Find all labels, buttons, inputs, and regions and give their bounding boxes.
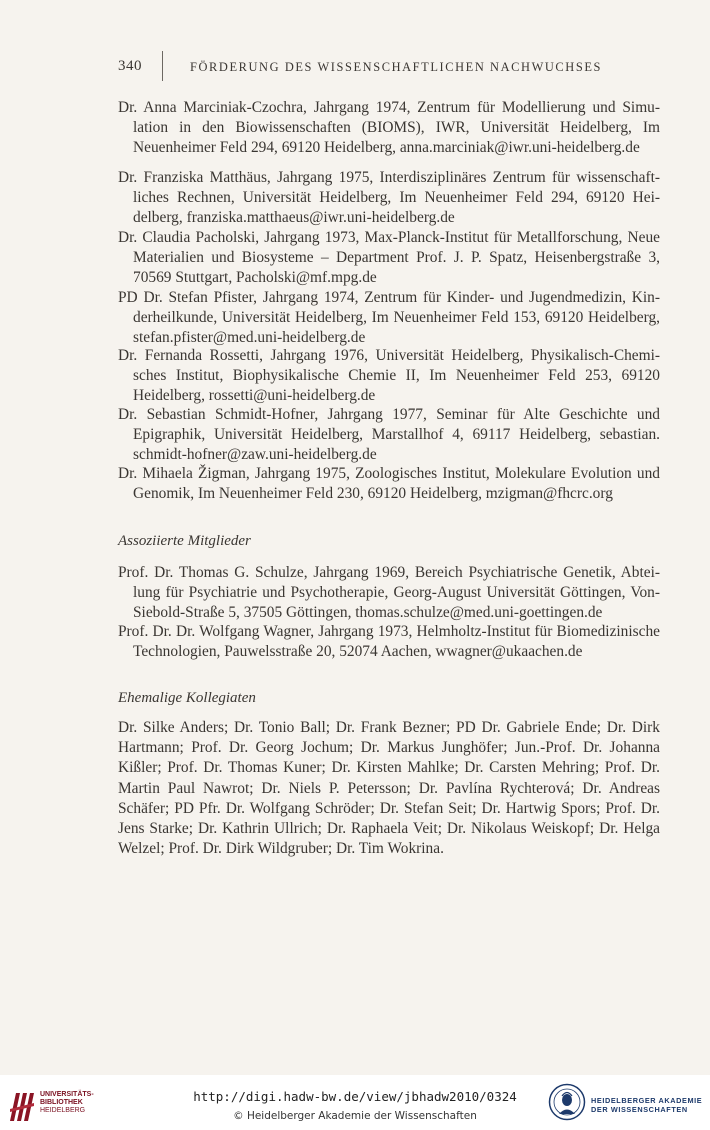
academy-seal-icon <box>548 1083 586 1121</box>
associated-entry: Prof. Dr. Thomas G. Schulze, Jahrgang 1969, Bereich Psychiatrische Genetik, Abteilung für Psychiatrie und Psychotherapie, Georg-August Universität Göttingen, Von-Siebold-Straße 5, 37505 Göttingen, thomas.schulze@med.uni-goettingen.de <box>118 564 660 621</box>
section-heading-associated: Assoziierte Mitglieder <box>118 533 251 549</box>
footer-bar <box>0 1075 710 1130</box>
member-entry: Dr. Claudia Pacholski, Jahrgang 1973, Max-Planck-Institut für Metallforschung, Neue Materialien und Biosysteme – Department Prof. J. P. Spatz, Heisenbergstraße 3, 70569 Stuttgart, Pacholski@mf.mpg.de <box>118 229 660 286</box>
page-header <box>118 58 658 82</box>
running-title: FÖRDERUNG DES WISSENSCHAFTLICHEN NACHWUCHSES <box>190 60 602 74</box>
associated-entry: Prof. Dr. Dr. Wolfgang Wagner, Jahrgang 1973, Helmholtz-Institut für Biomedizinische Technologien, Pauwelsstraße 20, 52074 Aachen, wwagner@ukaachen.de <box>118 623 660 660</box>
page-number: 340 <box>118 58 142 74</box>
former-members-list: Dr. Silke Anders; Dr. Tonio Ball; Dr. Frank Bezner; PD Dr. Gabriele Ende; Dr. Dirk Hartmann; Prof. Dr. Georg Jochum; Dr. Markus Junghöfer; Jun.-Prof. Dr. Johanna Kißler; Prof. Dr. Thomas Kuner; Dr. Kirsten Mahlke; Dr. Carsten Mehring; Prof. Dr. Martin Paul Nawrot; Dr. Niels P. Petersson; Dr. Pavlína Rychterová; Dr. Andreas Schäfer; PD Pfr. Dr. Wolfgang Schröder; Dr. Stefan Seit; Dr. Hartwig Spors; Prof. Dr. Jens Starke; Dr. Kathrin Ullrich; Dr. Raphaela Veit; Dr. Nikolaus Weiskopf; Dr. Helga Welzel; Prof. Dr. Dirk Wildgruber; Dr. Tim Wokrina. <box>118 719 660 858</box>
member-entry: Dr. Sebastian Schmidt-Hofner, Jahrgang 1977, Seminar für Alte Geschichte und Epigraphik, Universität Heidelberg, Marstallhof 4, 69117 Heidelberg, sebastian.​schmidt-hofner@zaw.uni-heidelberg.de <box>118 406 660 463</box>
section-heading-former: Ehemalige Kollegiaten <box>118 690 256 706</box>
member-entry: PD Dr. Stefan Pfister, Jahrgang 1974, Zentrum für Kinder- und Jugendmedizin, Kinderheilkunde, Universität Heidelberg, Im Neuenheimer Feld 153, 69120 Heidelberg, stefan.pfister@med.uni-heidelberg.de <box>118 289 660 346</box>
member-entry: Dr. Mihaela Žigman, Jahrgang 1975, Zoologisches Institut, Molekulare Evolution und Genomik, Im Neuenheimer Feld 230, 69120 Heidelberg, mzigman@fhcrc.org <box>118 465 660 502</box>
academy-logo-text: HEIDELBERGER AKADEMIE DER WISSENSCHAFTEN <box>591 1096 703 1114</box>
academy-logo[interactable] <box>548 1083 708 1123</box>
library-logo-text: UNIVERSITÄTS- BIBLIOTHEK HEIDELBERG <box>40 1091 94 1114</box>
member-entry: Dr. Fernanda Rossetti, Jahrgang 1976, Universität Heidelberg, Physikalisch-Chemisches Institut, Biophysikalische Chemie II, Im Neuenheimer Feld 253, 69120 Heidelberg, rossetti@uni-heidelberg.de <box>118 347 660 404</box>
permalink[interactable]: http://digi.hadw-bw.de/view/jbhadw2010/0324 <box>193 1089 517 1104</box>
header-divider <box>162 51 163 81</box>
member-entry: Dr. Franziska Matthäus, Jahrgang 1975, Interdisziplinäres Zentrum für wissenschaftliches Rechnen, Universität Heidelberg, Im Neuenheimer Feld 294, 69120 Heidelberg, franziska.matthaeus@iwr.uni-heidelberg.de <box>118 169 660 226</box>
copyright-notice: © Heidelberger Akademie der Wissenschaften <box>233 1110 477 1122</box>
member-entry: Dr. Anna Marciniak-Czochra, Jahrgang 1974, Zentrum für Modellierung und Simulation in den Biowissenschaften (BIOMS), IWR, Universität Heidelberg, Im Neuenheimer Feld 294, 69120 Heidelberg, anna.marciniak@iwr.uni-heidelberg.de <box>118 99 660 156</box>
